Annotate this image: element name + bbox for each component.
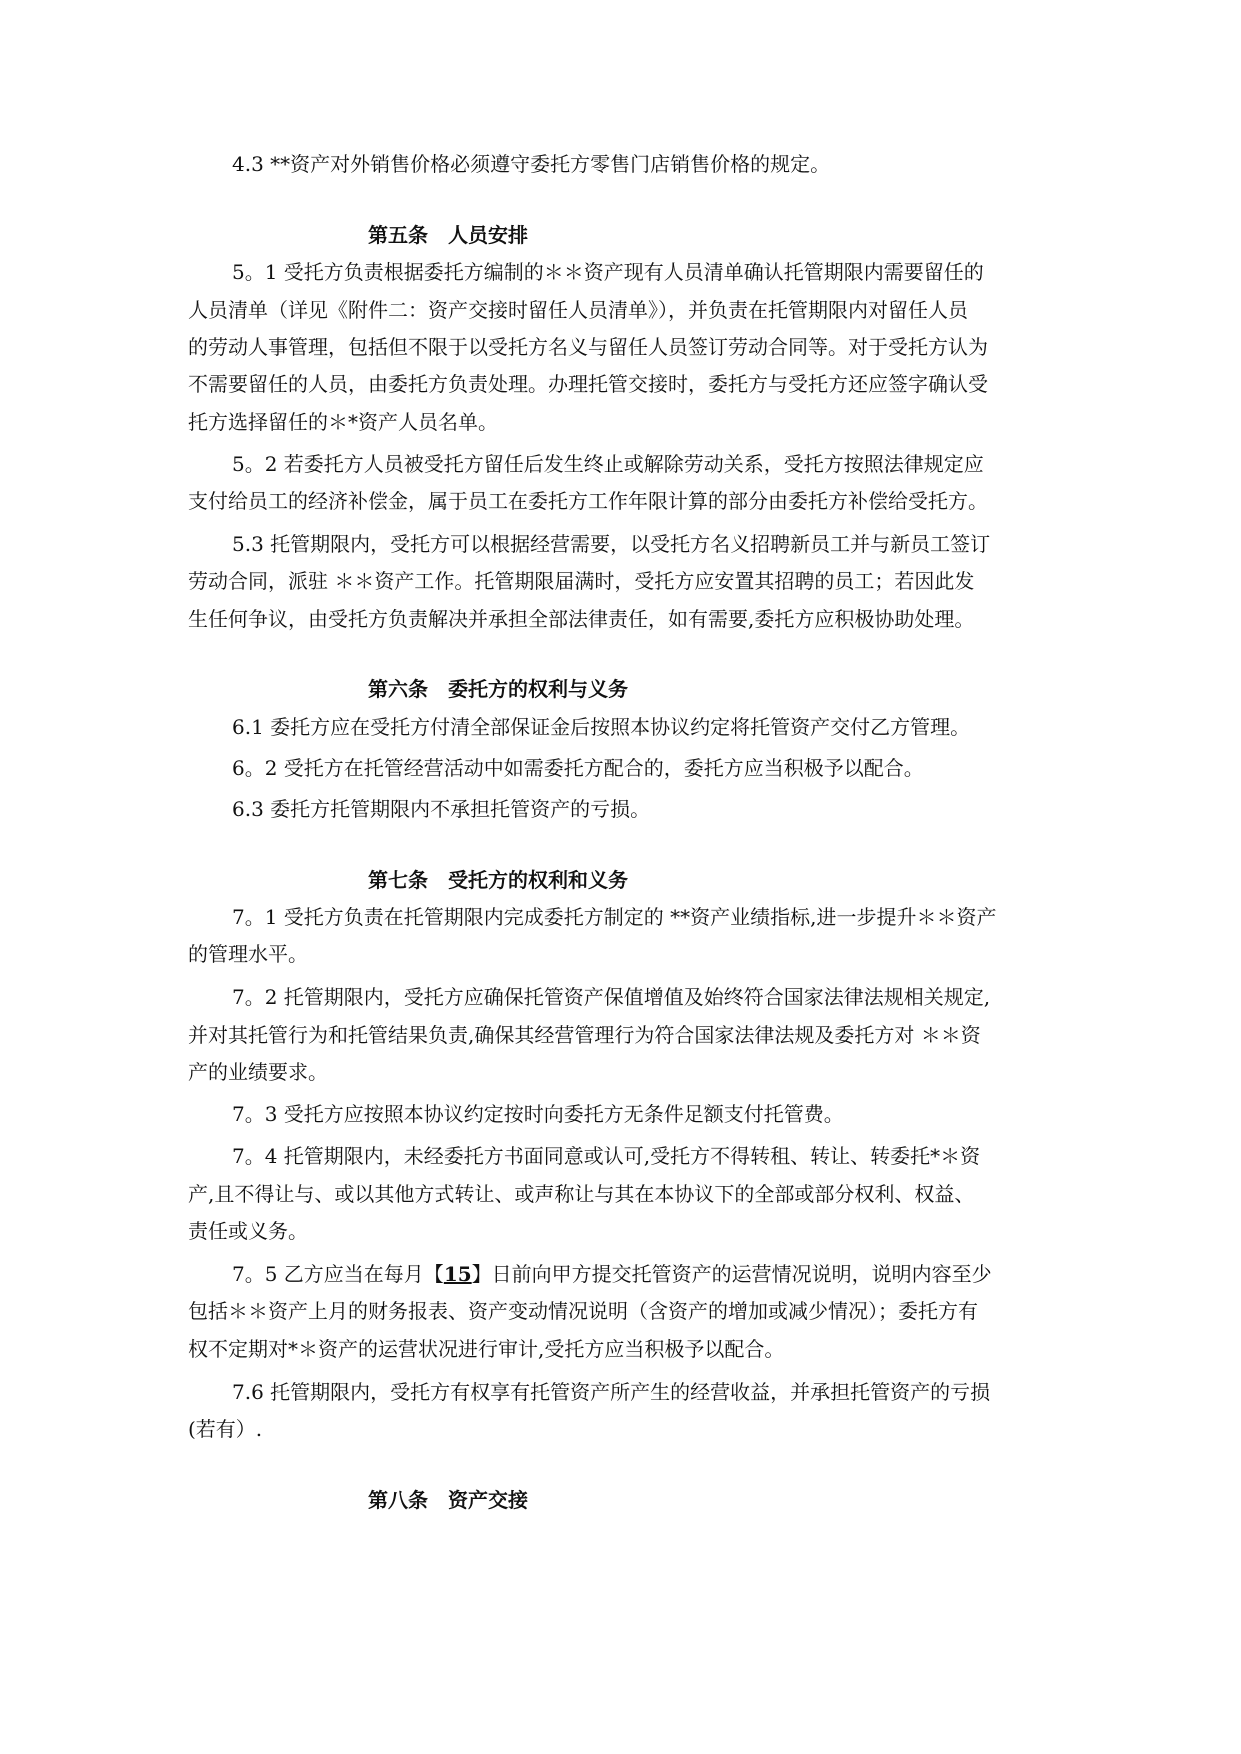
clause-7-4-line-1: 7。4 托管期限内，未经委托方书面同意或认可,受托方不得转租、转让、转委托*＊资	[232, 1144, 981, 1168]
clause-5-3-line-1: 5.3 托管期限内，受托方可以根据经营需要，以受托方名义招聘新员工并与新员工签订	[232, 532, 991, 556]
clause-7-5-day: 15	[443, 1262, 472, 1286]
clause-7-2-line-3: 产的业绩要求。	[188, 1060, 328, 1084]
clause-5-1-line-4: 不需要留任的人员，由委托方负责处理。办理托管交接时，委托方与受托方还应签字确认受	[188, 372, 988, 396]
clause-6-2: 6。2 受托方在托管经营活动中如需委托方配合的，委托方应当积极予以配合。	[232, 756, 924, 780]
clause-6-1: 6.1 委托方应在受托方付清全部保证金后按照本协议约定将托管资产交付乙方管理。	[232, 715, 971, 739]
article-7-heading: 第七条 受托方的权利和义务	[368, 868, 628, 892]
clause-7-4-line-2: 产,且不得让与、或以其他方式转让、或声称让与其在本协议下的全部或部分权利、权益、	[188, 1182, 975, 1206]
clause-7-1-line-1: 7。1 受托方负责在托管期限内完成委托方制定的 **资产业绩指标,进一步提升＊＊资产	[232, 905, 997, 929]
clause-7-5-prefix: 7。5 乙方应当在每月【	[232, 1262, 444, 1286]
clause-7-2-line-2: 并对其托管行为和托管结果负责,确保其经营管理行为符合国家法律法规及委托方对 ＊＊资	[188, 1023, 981, 1047]
clause-5-1-line-1: 5。1 受托方负责根据委托方编制的＊＊资产现有人员清单确认托管期限内需要留任的	[232, 260, 984, 284]
clause-5-2-line-2: 支付给员工的经济补偿金，属于员工在委托方工作年限计算的部分由委托方补偿给受托方。	[188, 489, 988, 513]
clause-7-6-line-2: (若有）.	[188, 1417, 263, 1441]
clause-7-2-line-1: 7。2 托管期限内，受托方应确保托管资产保值增值及始终符合国家法律法规相关规定,	[232, 985, 991, 1009]
clause-7-1-line-2: 的管理水平。	[188, 942, 308, 966]
clause-5-2-line-1: 5。2 若委托方人员被受托方留任后发生终止或解除劳动关系，受托方按照法律规定应	[232, 452, 984, 476]
article-5-heading: 第五条 人员安排	[368, 223, 528, 247]
article-6-heading: 第六条 委托方的权利与义务	[368, 677, 628, 701]
clause-5-3-line-3: 生任何争议，由受托方负责解决并承担全部法律责任，如有需要,委托方应积极协助处理。	[188, 607, 975, 631]
clause-7-5-line-2: 包括＊＊资产上月的财务报表、资产变动情况说明（含资产的增加或减少情况）；委托方有	[188, 1299, 978, 1323]
clause-6-3: 6.3 委托方托管期限内不承担托管资产的亏损。	[232, 797, 651, 821]
clause-7-5-line-1	[232, 1260, 992, 1288]
clause-5-3-line-2: 劳动合同，派驻 ＊＊资产工作。托管期限届满时，受托方应安置其招聘的员工；若因此发	[188, 569, 975, 593]
clause-7-5-suffix: 】日前向甲方提交托管资产的运营情况说明，说明内容至少	[471, 1262, 992, 1286]
clause-5-1-line-2: 人员清单（详见《附件二：资产交接时留任人员清单》），并负责在托管期限内对留任人员	[188, 298, 968, 322]
clause-7-3: 7。3 受托方应按照本协议约定按时向委托方无条件足额支付托管费。	[232, 1102, 844, 1126]
clause-7-4-line-3: 责任或义务。	[188, 1219, 308, 1243]
clause-4-3: 4.3 **资产对外销售价格必须遵守委托方零售门店销售价格的规定。	[232, 152, 831, 176]
clause-5-1-line-5: 托方选择留任的＊*资产人员名单。	[188, 410, 498, 434]
clause-7-6-line-1: 7.6 托管期限内，受托方有权享有托管资产所产生的经营收益，并承担托管资产的亏损	[232, 1380, 991, 1404]
article-8-heading: 第八条 资产交接	[368, 1488, 528, 1512]
clause-7-5-line-3: 权不定期对*＊资产的运营状况进行审计,受托方应当积极予以配合。	[188, 1337, 785, 1361]
clause-5-1-line-3: 的劳动人事管理，包括但不限于以受托方名义与留任人员签订劳动合同等。对于受托方认为	[188, 335, 988, 359]
